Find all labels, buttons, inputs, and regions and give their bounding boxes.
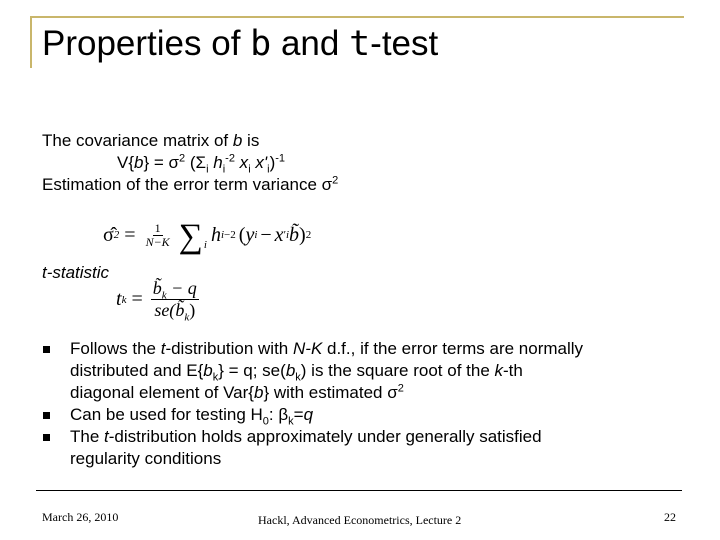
slide-body (42, 130, 682, 196)
variance-estimation-label: Estimation of the error term variance $\sigma^2$ (42, 174, 339, 194)
bullet-item-asymptotic: The t-distribution holds approximately under generally satisfied regularity conditions (40, 426, 690, 470)
covariance-formula: $V\{b\} = \sigma^2$ ($\Sigma_i$ $h_i^{-2}$ $x_i$ $x'_i)^{-1}$ (117, 152, 286, 176)
bullet-list (40, 338, 690, 470)
covariance-intro: The covariance matrix of b is (42, 131, 260, 150)
square-bullet-icon (43, 346, 50, 353)
footer-date: March 26, 2010 (42, 510, 119, 524)
square-bullet-icon (43, 434, 50, 441)
bullet-item-testing: Can be used for testing $H_0$: $\beta_k=q$ (40, 404, 690, 426)
title-frame-horizontal (30, 16, 684, 18)
footer-course: Hackl, Advanced Econometrics, Lecture 2 (258, 513, 462, 527)
title-frame-vertical (30, 16, 32, 68)
footer-divider (36, 490, 682, 491)
bullet-item-distribution: Follows the t-distribution with N-K d.f., if the error terms are normally distributed and $E\{b_k\} = q$; $se(b_k)$ is the square root of the k-th diagonal element of Var{b} with estimated $\sigma^2$ (40, 338, 690, 404)
slide-title: Properties of b and t-test (42, 24, 439, 64)
t-statistic-formula: t k = $\frac{b̃_k - q}{se(b̃_k)}$ (116, 278, 197, 324)
square-bullet-icon (43, 412, 50, 419)
sigma-estimator-formula: σ̂ 2 = $\frac{1}{N-K}$ ∑ i h i −2 ( y i − x ′ i b̃ ) 2 (103, 218, 312, 255)
slide-number: 22 (664, 510, 676, 524)
t-statistic-label: t-statistic (42, 263, 110, 282)
